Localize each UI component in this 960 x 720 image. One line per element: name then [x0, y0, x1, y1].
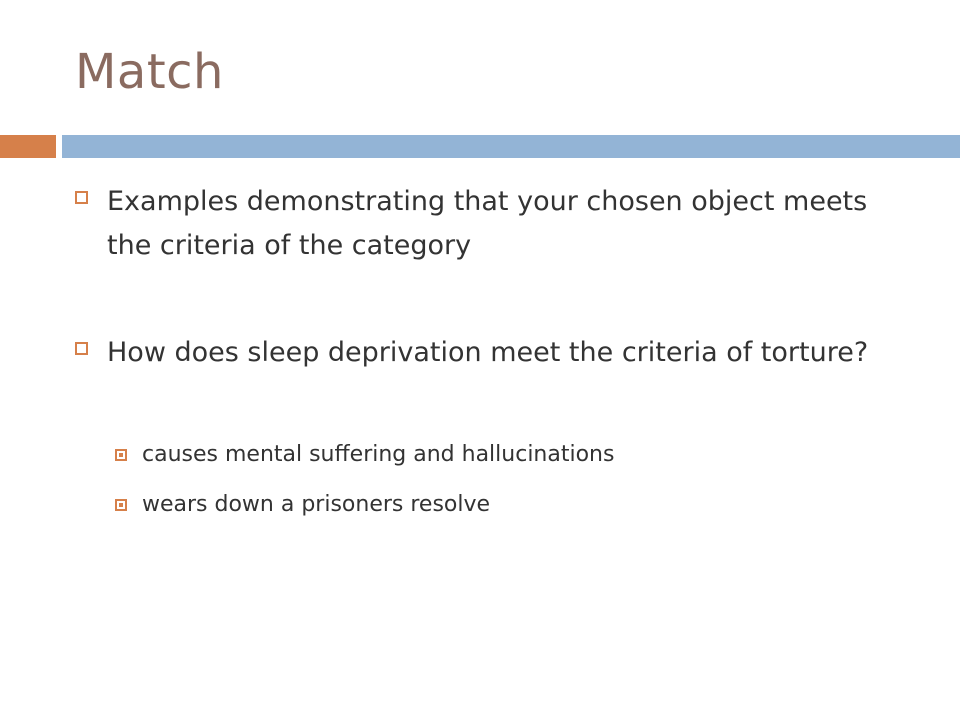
- filled-square-bullet-icon: [115, 499, 127, 511]
- bullet-text: How does sleep deprivation meet the criteria of torture?: [107, 337, 869, 368]
- sub-bullet-text: causes mental suffering and hallucinations: [142, 442, 615, 467]
- bullet-text: Examples demonstrating that your chosen object meets the criteria of the category: [107, 186, 868, 261]
- sub-bullet-item: [115, 440, 875, 470]
- slide-title: Match: [75, 44, 224, 100]
- title-accent-bar: [0, 135, 56, 158]
- sub-bullet-text: wears down a prisoners resolve: [142, 492, 491, 517]
- sub-bullet-item: [115, 490, 875, 520]
- title-rule-bar: [62, 135, 960, 158]
- bullet-item: [75, 180, 895, 268]
- square-bullet-icon: [75, 342, 88, 355]
- bullet-item: [75, 331, 895, 375]
- filled-square-bullet-icon: [115, 449, 127, 461]
- square-bullet-icon: [75, 191, 88, 204]
